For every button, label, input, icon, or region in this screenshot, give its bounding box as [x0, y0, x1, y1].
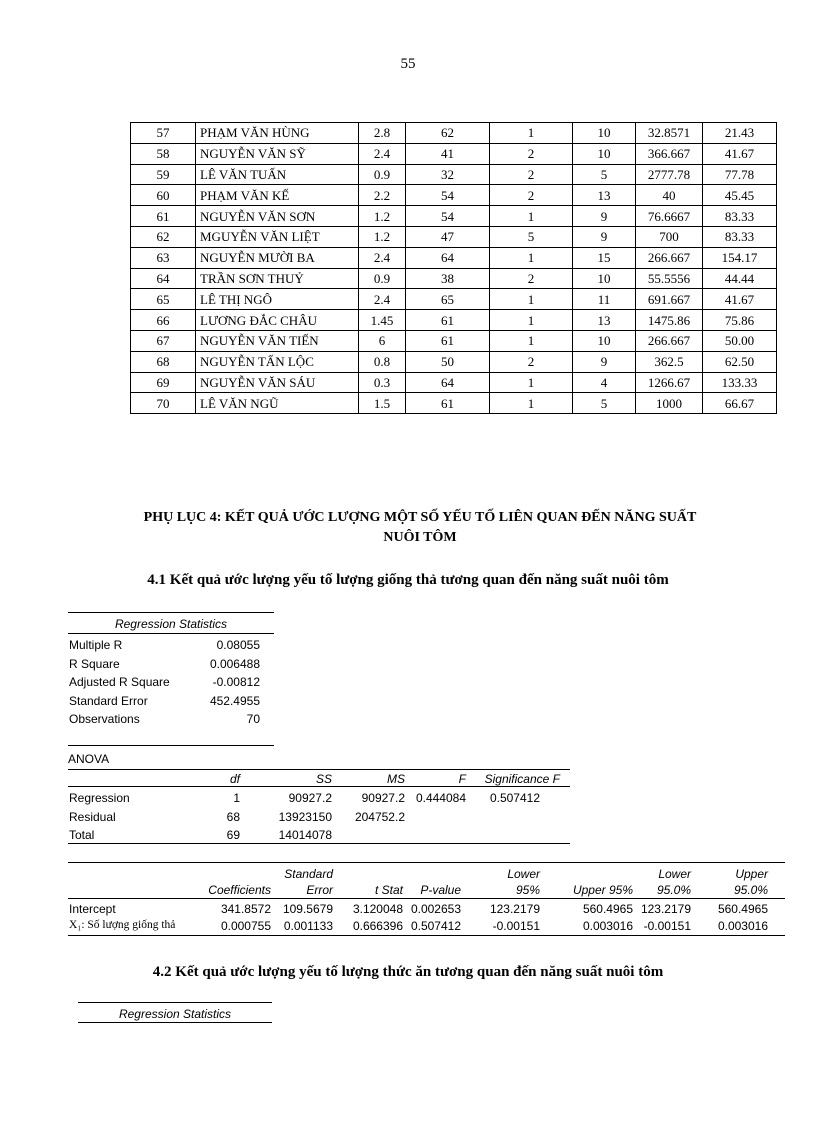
coef-cell: 560.4965 [582, 902, 633, 916]
table-cell: 61 [131, 206, 196, 227]
table-cell: 44.44 [703, 268, 777, 289]
anova-cell: 14014078 [278, 828, 332, 842]
anova-cell: 0.507412 [489, 791, 540, 805]
rule [68, 612, 274, 613]
anova-header: F [458, 772, 466, 786]
table-cell: 58 [131, 143, 196, 164]
table-row [131, 185, 777, 206]
table-cell: 5 [573, 393, 636, 414]
coef-cell: -0.00151 [492, 919, 540, 933]
table-cell: 62 [131, 226, 196, 247]
table-cell: 75.86 [703, 310, 777, 331]
table-cell: 13 [573, 185, 636, 206]
table-cell: 2.4 [359, 247, 406, 268]
rule [68, 769, 570, 770]
coef-header: Lower [507, 867, 540, 881]
table-cell: 2 [490, 185, 573, 206]
table-cell: 2 [490, 164, 573, 185]
table-row [131, 143, 777, 164]
table-cell: NGUYỄN TẤN LỘC [196, 351, 359, 372]
coef-header: P-value [420, 883, 461, 897]
table-cell: NGUYỄN MƯỜI BA [196, 247, 359, 268]
table-cell: 10 [573, 330, 636, 351]
table-cell: LÊ VĂN TUẤN [196, 164, 359, 185]
table-cell: LÊ VĂN NGŨ [196, 393, 359, 414]
anova-cell: 90927.2 [288, 791, 332, 805]
rule [68, 633, 274, 634]
table-cell: 1 [490, 247, 573, 268]
table-cell: NGUYỄN VĂN SỸ [196, 143, 359, 164]
anova-header: SS [315, 772, 332, 786]
table-cell: 362.5 [636, 351, 703, 372]
table-cell: 65 [131, 289, 196, 310]
coef-cell: 0.003016 [582, 919, 633, 933]
anova-header: MS [387, 772, 405, 786]
coef-cell: 560.4965 [717, 902, 768, 916]
stat-label: Standard Error [69, 693, 148, 708]
table-row [131, 310, 777, 331]
table-cell: 83.33 [703, 226, 777, 247]
coef-cell: 0.507412 [410, 919, 461, 933]
table-cell: 2.4 [359, 143, 406, 164]
coef-header: Upper [735, 867, 768, 881]
table-cell: 0.9 [359, 164, 406, 185]
table-row [131, 372, 777, 393]
coef-header: Upper 95% [572, 883, 633, 897]
table-cell: 50.00 [703, 330, 777, 351]
coef-header: Standard [284, 867, 333, 881]
coef-header: 95.0% [656, 883, 691, 897]
table-cell: 1 [490, 310, 573, 331]
table-cell: 9 [573, 206, 636, 227]
table-cell: 1 [490, 206, 573, 227]
coef-cell: 0.001133 [283, 919, 333, 933]
table-cell: NGUYỄN VĂN TIẾN [196, 330, 359, 351]
coef-header: Lower [658, 867, 691, 881]
table-cell: 4 [573, 372, 636, 393]
table-cell: 13 [573, 310, 636, 331]
table-cell: 10 [573, 143, 636, 164]
table-row [131, 268, 777, 289]
table-cell: 41.67 [703, 289, 777, 310]
table-cell: 1.2 [359, 206, 406, 227]
appendix-title-line2: NUÔI TÔM [383, 530, 457, 545]
table-cell: 1 [490, 372, 573, 393]
coef-cell: 3.120048 [352, 902, 403, 916]
table-cell: 69 [131, 372, 196, 393]
table-cell: TRẦN SƠN THUỶ [196, 268, 359, 289]
table-cell: 83.33 [703, 206, 777, 227]
table-cell: 9 [573, 351, 636, 372]
table-cell: 6 [359, 330, 406, 351]
coef-cell: 341.8572 [220, 902, 271, 916]
coef-cell: 109.5679 [282, 902, 333, 916]
table-row [131, 123, 777, 144]
stat-value: 0.08055 [216, 638, 260, 652]
anova-cell: 69 [226, 828, 240, 842]
table-cell: 1 [490, 123, 573, 144]
table-cell: 67 [131, 330, 196, 351]
table-cell: 54 [406, 206, 490, 227]
table-cell: 21.43 [703, 123, 777, 144]
table-cell: 61 [406, 330, 490, 351]
table-cell: 65 [406, 289, 490, 310]
table-cell: 266.667 [636, 247, 703, 268]
table-cell: 57 [131, 123, 196, 144]
table-cell: 63 [131, 247, 196, 268]
rule [78, 1002, 272, 1003]
table-cell: 2777.78 [636, 164, 703, 185]
anova-row-label: Total [69, 828, 95, 842]
anova-cell: 68 [226, 809, 240, 824]
page-number: 55 [400, 56, 416, 72]
table-cell: MGUYỄN VĂN LIỆT [196, 226, 359, 247]
table-cell: 1266.67 [636, 372, 703, 393]
coef-cell: 0.002653 [410, 902, 461, 916]
table-row [131, 330, 777, 351]
rule [78, 1022, 272, 1023]
table-cell: 1.2 [359, 226, 406, 247]
table-cell: 9 [573, 226, 636, 247]
farmer-data-table [130, 122, 777, 414]
rule [68, 745, 274, 746]
stat-label: Adjusted R Square [69, 675, 170, 689]
table-cell: LÊ THỊ NGÔ [196, 289, 359, 310]
table-cell: 2 [490, 143, 573, 164]
table-cell: 40 [636, 185, 703, 206]
anova-cell: 1 [233, 791, 240, 805]
coef-header: 95.0% [733, 883, 768, 897]
table-cell: 0.8 [359, 351, 406, 372]
table-cell: 5 [490, 226, 573, 247]
anova-cell: 0.444084 [415, 791, 466, 805]
table-row [131, 289, 777, 310]
table-cell: 41.67 [703, 143, 777, 164]
stat-label: R Square [69, 656, 120, 671]
table-cell: 61 [406, 310, 490, 331]
anova-cell: 13923150 [278, 809, 332, 824]
table-cell: 1.45 [359, 310, 406, 331]
table-cell: 1 [490, 330, 573, 351]
table-cell: PHẠM VĂN HÙNG [196, 123, 359, 144]
coef-cell: 0.666396 [352, 919, 403, 933]
table-row [131, 164, 777, 185]
coef-cell: -0.00151 [643, 919, 691, 933]
table-cell: 50 [406, 351, 490, 372]
table-row [131, 351, 777, 372]
appendix-title-line1: PHỤ LỤC 4: KẾT QUẢ ƯỚC LƯỢNG MỘT SỐ YẾU TỐ LIÊN QUAN ĐẾN NĂNG SUẤT [143, 510, 697, 525]
table-cell: NGUYỄN VĂN SƠN [196, 206, 359, 227]
table-cell: 1 [490, 289, 573, 310]
table-row [131, 206, 777, 227]
table-cell: 133.33 [703, 372, 777, 393]
table-cell: 32.8571 [636, 123, 703, 144]
coef-header: t Stat [374, 883, 403, 897]
table-row [131, 226, 777, 247]
stat-value: 70 [246, 712, 260, 726]
coef-header: Error [306, 883, 333, 897]
anova-cell: 90927.2 [361, 791, 405, 805]
stat-label: Multiple R [69, 638, 123, 652]
rule [68, 935, 785, 936]
table-cell: 64 [406, 247, 490, 268]
table-cell: 10 [573, 268, 636, 289]
coef-cell: 123.2179 [640, 902, 691, 916]
table-cell: 154.17 [703, 247, 777, 268]
table-cell: 2.8 [359, 123, 406, 144]
coef-cell: 0.003016 [717, 919, 768, 933]
table-cell: 11 [573, 289, 636, 310]
anova-label: ANOVA [68, 752, 110, 766]
table-cell: 76.6667 [636, 206, 703, 227]
table-cell: 64 [131, 268, 196, 289]
table-cell: 47 [406, 226, 490, 247]
table-cell: PHẠM VĂN KẾ [196, 185, 359, 206]
rule [68, 862, 785, 863]
anova-row-label: Regression [69, 791, 130, 805]
coef-row-label: X₁: Số lượng giống thả [69, 919, 176, 931]
rule [68, 898, 785, 899]
table-cell: 691.667 [636, 289, 703, 310]
table-cell: 41 [406, 143, 490, 164]
rule [68, 843, 570, 844]
coef-row-label: Intercept [69, 902, 116, 916]
table-cell: 32 [406, 164, 490, 185]
anova-cell: 204752.2 [354, 809, 405, 824]
rule [68, 786, 570, 787]
table-cell: 1000 [636, 393, 703, 414]
coef-header: Coefficients [208, 883, 271, 897]
anova-row-label: Residual [69, 809, 116, 824]
stat-value: -0.00812 [212, 675, 260, 689]
table-cell: 15 [573, 247, 636, 268]
coef-cell: 123.2179 [489, 902, 540, 916]
table-cell: 59 [131, 164, 196, 185]
table-cell: 62.50 [703, 351, 777, 372]
table-cell: 77.78 [703, 164, 777, 185]
table-cell: 62 [406, 123, 490, 144]
table-cell: 1.5 [359, 393, 406, 414]
table-cell: 0.3 [359, 372, 406, 393]
table-cell: 1475.86 [636, 310, 703, 331]
table-cell: 2.4 [359, 289, 406, 310]
section-41-title: 4.1 Kết quả ước lượng yếu tố lượng giống thả tương quan đến năng suất nuôi tôm [147, 572, 669, 588]
regression-statistics-header: Regression Statistics [114, 617, 228, 631]
table-cell: 55.5556 [636, 268, 703, 289]
appendix-title [100, 508, 740, 548]
table-cell: 366.667 [636, 143, 703, 164]
table-cell: 61 [406, 393, 490, 414]
table-cell: 2 [490, 351, 573, 372]
table-row [131, 393, 777, 414]
table-cell: 2.2 [359, 185, 406, 206]
anova-header: Significance F [484, 772, 560, 786]
table-cell: 1 [490, 393, 573, 414]
table-cell: 66 [131, 310, 196, 331]
table-cell: 266.667 [636, 330, 703, 351]
table-cell: 66.67 [703, 393, 777, 414]
table-cell: 70 [131, 393, 196, 414]
table-cell: 2 [490, 268, 573, 289]
table-cell: NGUYỄN VĂN SÁU [196, 372, 359, 393]
table-row [131, 247, 777, 268]
table-cell: 60 [131, 185, 196, 206]
anova-header: df [229, 772, 240, 786]
table-cell: LƯƠNG ĐẮC CHÂU [196, 310, 359, 331]
section-42-title: 4.2 Kết quả ước lượng yếu tố lượng thức ăn tương quan đến năng suất nuôi tôm [152, 964, 664, 980]
table-cell: 5 [573, 164, 636, 185]
table-cell: 64 [406, 372, 490, 393]
stat-value: 452.4955 [209, 693, 260, 708]
table-cell: 10 [573, 123, 636, 144]
table-cell: 700 [636, 226, 703, 247]
table-cell: 68 [131, 351, 196, 372]
table-cell: 54 [406, 185, 490, 206]
regression-statistics-2-header: Regression Statistics [118, 1007, 232, 1021]
table-cell: 38 [406, 268, 490, 289]
table-cell: 45.45 [703, 185, 777, 206]
table-cell: 0.9 [359, 268, 406, 289]
coef-header: 95% [515, 883, 540, 897]
stat-label: Observations [69, 712, 140, 726]
coef-cell: 0.000755 [220, 919, 271, 933]
stat-value: 0.006488 [209, 656, 260, 671]
